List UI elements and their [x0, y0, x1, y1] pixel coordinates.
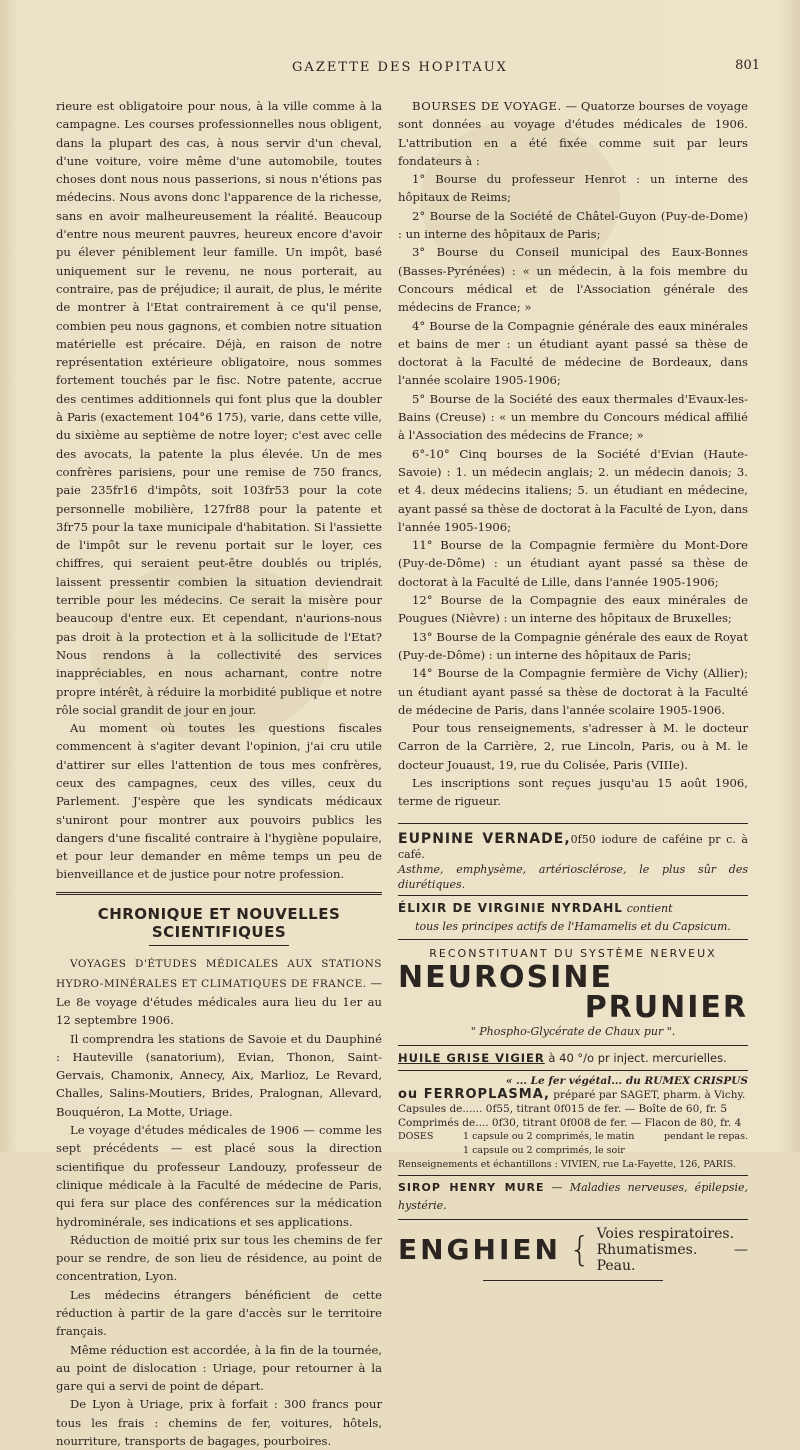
page-number: 801 [735, 58, 760, 73]
ad-brand-2: PRUNIER [584, 990, 748, 1026]
article-heading: VOYAGES D'ÉTUDES MÉDICALES AUX STATIONS HYDRO-MINÉRALES ET CLIMATIQUES DE FRANCE. [56, 958, 382, 990]
paragraph: Le voyage d'études médicales de 1906 — comme les sept précédents — est placé sous la direction scientifique du professeur Landouzy, professeur de clinique médicale à la Faculté de médecine de Paris, qui fera sur place des conférences sur la médication hydrominérale, ses indications et ses applications. [56, 1123, 382, 1229]
ad-tagline: RECONSTITUANT DU SYSTÈME NERVEUX [429, 947, 717, 961]
ad-brand: HUILE GRISE VIGIER [398, 1050, 545, 1065]
ad-contact: Renseignements et échantillons : VIVIEN, rue La-Fayette, 126, PARIS. [398, 1159, 736, 1171]
ad-line: Capsules de...... 0f55, titrant 0f015 de fer. — Boîte de 60, fr. 5 [398, 1103, 728, 1116]
ad-ferroplasma [398, 1070, 748, 1175]
ad-line: Rhumatismes. — Peau. [596, 1241, 748, 1274]
ad-text: — Maladies nerveuses, épilepsie, hystérie. [398, 1181, 748, 1213]
paragraph: De Lyon à Uriage, prix à forfait : 300 francs pour tous les frais : chemins de fer, voitures, hôtels, nourriture, transports de bagages, pourboires. [56, 1397, 382, 1449]
list-item: 11° Bourse de la Compagnie fermière du Mont-Dore (Puy-de-Dôme) : un étudiant ayant passé sa thèse de doctorat à la Faculté de Lille, dans l'année 1905-1906; [398, 538, 748, 589]
bourses-lead: — Quatorze bourses de voyage sont données au voyage d'études médicales de 1906. L'attribution en a été fixée comme suit par leurs fondateurs à : [398, 99, 748, 168]
ad-elixir [398, 895, 748, 940]
doses-detail [463, 1130, 634, 1158]
ad-brand: NEUROSINE [398, 960, 613, 996]
list-item: 4° Bourse de la Compagnie générale des eaux minérales et bains de mer : un étudiant ayant passé sa thèse de doctorat à la Faculté de médecine de Bordeaux, dans l'année scolaire 1905-1906; [398, 318, 748, 388]
ad-neurosine [398, 939, 748, 1045]
ad-text: 0f50 iodure de caféine pr c. à café. [398, 832, 748, 861]
list-item: 5° Bourse de la Société des eaux thermales d'Evaux-les-Bains (Creuse) : « un membre du Concours médical affilié à l'Association des médecins de France; » [398, 391, 748, 443]
ad-brand: ENGHIEN [398, 1232, 561, 1266]
paragraph: Réduction de moitié prix sur tous les chemins de fer pour se rendre, de son lieu de résidence, au point de concentration, Lyon. [56, 1232, 382, 1284]
list-item: 12° Bourse de la Compagnie des eaux minérales de Pougues (Nièvre) : un interne des hôpitaux de Bruxelles; [398, 593, 748, 626]
ad-text: contient [626, 901, 673, 915]
title-underline [149, 945, 289, 946]
list-item: 6°-10° Cinq bourses de la Société d'Evian (Haute-Savoie) : 1. un médecin anglais; 2. un médecin danois; 3. et 4. deux médecins italiens; 5. un étudiant en médecine, ayant passé sa thèse de doctorat à la Faculté de Lyon, dans l'année 1905-1906; [398, 446, 748, 534]
section-rule [56, 892, 382, 895]
ad-headline: « ... Le fer végétal... du RUMEX CRISPUS [505, 1075, 748, 1088]
ad-brand: EUPNINE VERNADE, [398, 830, 571, 847]
ad-line: Comprimés de.... 0f30, titrant 0f008 de fer. — Flacon de 80, fr. 4 [398, 1117, 742, 1130]
dose-line: 1 capsule ou 2 comprimés, le soir [463, 1145, 625, 1157]
paragraph: Les médecins étrangers bénéficient de cette réduction à partir de la gare d'accès sur le territoire français. [56, 1287, 382, 1339]
ad-brand: SIROP HENRY MURE [398, 1181, 545, 1195]
brace-icon: { [568, 1229, 591, 1270]
bourses-heading: BOURSES DE VOYAGE. [412, 99, 562, 113]
ad-line: Voies respiratoires. [596, 1225, 735, 1242]
ad-enghien [398, 1219, 748, 1274]
section-title: CHRONIQUE ET NOUVELLES SCIENTIFIQUES [97, 904, 341, 942]
journal-title: GAZETTE DES HOPITAUX [292, 60, 508, 75]
ad-doses [398, 1130, 748, 1158]
list-item: 3° Bourse du Conseil municipal des Eaux-Bonnes (Basses-Pyrénées) : « un médecin, à la fois membre du Concours médical et de l'Association générale des médecins de France; » [398, 245, 748, 315]
ad-text: à 40 °/o pr inject. mercurielles. [544, 1050, 727, 1065]
article-lead-paragraph [56, 954, 382, 1029]
ad-sirop [398, 1175, 748, 1219]
ad-huile-grise [398, 1045, 748, 1070]
paragraph: rieure est obligatoire pour nous, à la ville comme à la campagne. Les courses professionnelles nous obligent, dans la plupart des cas, à nous servir d'un cheval, d'une voiture, voire même d'une automobile, toutes choses dont nous nous passerions, si nous n'étions pas médecins. Nous avons donc l'apparence de la richesse, sans en avoir malheureusement la réalité. Beaucoup d'entre nous meurent pauvres, heureux encore d'avoir pu élever péniblement leur famille. Un impôt, basé uniquement sur le revenu, ne nous porterait, au contraire, pas de préjudice; il aurait, de plus, le mérite de montrer à l'Etat contrairement à ce qu'il pense, combien peu nous gagnons, et combien notre situation matérielle est précaire. Déjà, en raison de notre représentation extérieure obligatoire, nous sommes fortement touchés par le fisc. Notre patente, accrue des centimes additionnels qui font plus que la doubler à Paris (exactement 104°6 175), varie, dans cette ville, du sixième au septième de notre loyer; c'est avec celle des avocats, la patente la plus élevée. Un de mes confrères parisiens, pour une remise de 750 francs, paie 235fr16 d'impôts, soit 103fr53 pour la cote personnelle mobilière, 127fr88 pour la patente et 3fr75 pour la taxe municipale d'habitation. Si l'assiette de l'impôt sur le revenu portait sur le loyer, ces chiffres, qui seraient peut-être doublés ou triplés, laissent pressentir combien la situation deviendrait terrible pour les médecins. Ce serait la misère pour beaucoup d'entre eux. Et cependant, n'aurions-nous pas droit à la protection et à la sollicitude de l'Etat? Nous rendons à la collectivité des services inappréciables, en nous acharnant, contre notre propre intérêt, à réduire la morbidité publique et notre rôle social grandit de jour en jour. [56, 99, 382, 717]
ad-brand: ÉLIXIR DE VIRGINIE NYRDAHL [398, 900, 623, 915]
ad-text: préparé par SAGET, pharm. à Vichy. [549, 1089, 746, 1102]
paragraph: Les inscriptions sont reçues jusqu'au 15 août 1906, terme de rigueur. [398, 775, 748, 809]
right-column [398, 97, 748, 1281]
ad-eupnine [398, 823, 748, 895]
paragraph: Même réduction est accordée, à la fin de la tournée, au point de dislocation : Uriage, pour retourner à la gare qui a servi de point de départ. [56, 1342, 382, 1394]
paragraph: Il comprendra les stations de Savoie et du Dauphiné : Hauteville (sanatorium), Evian, Thonon, Saint-Gervais, Chamonix, Annecy, Aix, Marlioz, Le Revard, Challes, Salins-Moutiers, Brides, Pralognan, Allevard, Bouquéron, La Motte, Uriage. [56, 1031, 382, 1119]
ad-brand: ou FERROPLASMA, [398, 1087, 550, 1103]
page-header [40, 58, 760, 80]
ad-subtext: Asthme, emphysème, artériosclérose, le plus sûr des diurétiques. [398, 862, 748, 891]
list-item: 13° Bourse de la Compagnie générale des eaux de Royat (Puy-de-Dôme) : un interne des hôpitaux de Paris; [398, 629, 748, 662]
paragraph: Au moment où toutes les questions fiscales commencent à s'agiter devant l'opinion, j'ai cru utile d'attirer sur elles l'attention de tous mes confrères, ceux des campagnes, ceux des villes, ceux du Parlement. J'espère que les syndicats médicaux s'uniront pour montrer aux pouvoirs publics les dangers d'une fiscalité contraire à l'hygiène populaire, et pour leur demander en même temps un peu de bienveillance et de justice pour notre profession. [56, 721, 382, 882]
dose-line: 1 capsule ou 2 comprimés, le matin [463, 1131, 635, 1143]
ornament-rule [483, 1280, 663, 1281]
ad-subtext: " Phospho-Glycérate de Chaux pur ". [470, 1025, 676, 1039]
ad-lines [597, 1226, 748, 1274]
article-lead: — Le 8e voyage d'études médicales aura lieu du 1er au 12 septembre 1906. [56, 975, 382, 1028]
doses-label: DOSES [398, 1131, 434, 1143]
bourses-lead-paragraph [398, 97, 748, 170]
ad-subtext: tous les principes actifs de l'Hamamelis et du Capsicum. [415, 919, 731, 933]
list-item: 14° Bourse de la Compagnie fermière de Vichy (Allier); un étudiant ayant passé sa thèse de doctorat à la Faculté de médecine de Paris, dans l'année scolaire 1905-1906. [398, 666, 748, 717]
left-column [56, 97, 382, 1450]
paragraph: Pour tous renseignements, s'adresser à M. le docteur Carron de la Carrière, 2, rue Lincoln, Paris, ou à M. le docteur Jouaust, 19, rue du Colisée, Paris (VIIIe). [398, 721, 748, 772]
advertisements [398, 823, 748, 1281]
list-item: 1° Bourse du professeur Henrot : un interne des hôpitaux de Reims; [398, 172, 748, 205]
list-item: 2° Bourse de la Société de Châtel-Guyon (Puy-de-Dome) : un interne des hôpitaux de Paris; [398, 208, 748, 242]
doses-when: pendant le repas. [663, 1131, 748, 1143]
